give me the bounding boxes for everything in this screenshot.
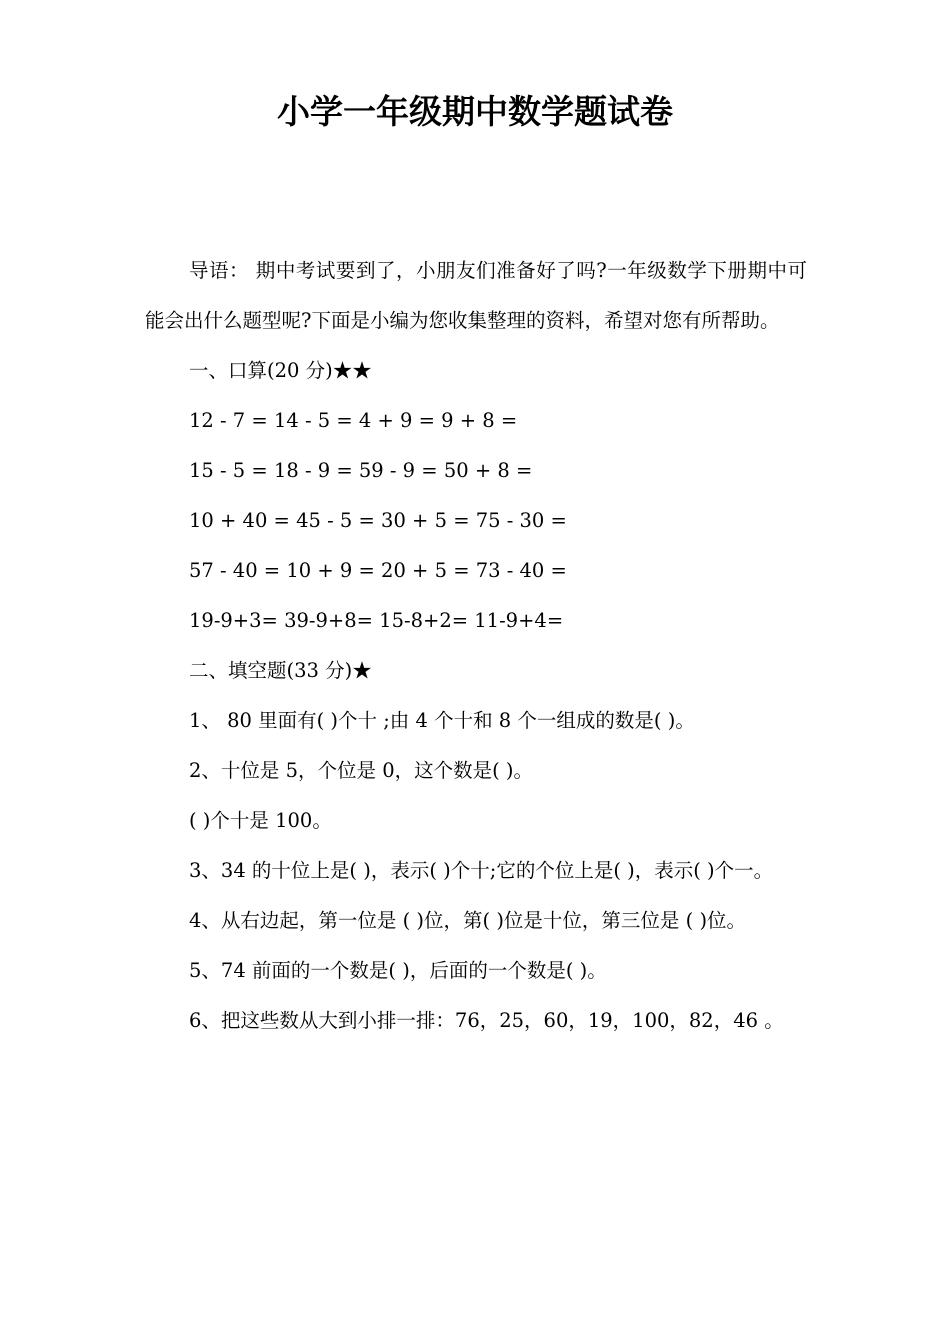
question-item: 4、从右边起，第一位是 ( )位，第( )位是十位，第三位是 ( )位。	[189, 909, 747, 932]
question-item: ( )个十是 100。	[189, 809, 332, 832]
calculation-row: 57 - 40 = 10 + 9 = 20 + 5 = 73 - 40 =	[189, 559, 567, 582]
question-item: 6、把这些数从大到小排一排：76，25，60，19，100，82，46 。	[189, 1009, 784, 1032]
document-title: 小学一年级期中数学题试卷	[277, 92, 673, 131]
question-item: 5、74 前面的一个数是( )，后面的一个数是( )。	[189, 959, 607, 982]
question-item: 2、十位是 5，个位是 0，这个数是( )。	[189, 759, 534, 782]
calculation-row: 12 - 7 = 14 - 5 = 4 + 9 = 9 + 8 =	[189, 409, 518, 432]
calculation-row: 15 - 5 = 18 - 9 = 59 - 9 = 50 + 8 =	[189, 459, 533, 482]
section-heading-fill-in: 二、填空题(33 分)★	[189, 659, 372, 682]
section-heading-oral-calculation: 一、口算(20 分)★★	[189, 359, 372, 382]
calculation-row: 19-9+3= 39-9+8= 15-8+2= 11-9+4=	[189, 609, 564, 632]
question-item: 1、 80 里面有( )个十 ;由 4 个十和 8 个一组成的数是( )。	[189, 709, 695, 732]
document-body	[145, 246, 807, 1046]
intro-paragraph: 导语： 期中考试要到了，小朋友们准备好了吗?一年级数学下册期中可能会出什么题型呢?下面是小编为您收集整理的资料，希望对您有所帮助。	[145, 259, 807, 332]
question-item: 3、34 的十位上是( )，表示( )个十;它的个位上是( )，表示( )个一。	[189, 859, 774, 882]
calculation-row: 10 + 40 = 45 - 5 = 30 + 5 = 75 - 30 =	[189, 509, 567, 532]
